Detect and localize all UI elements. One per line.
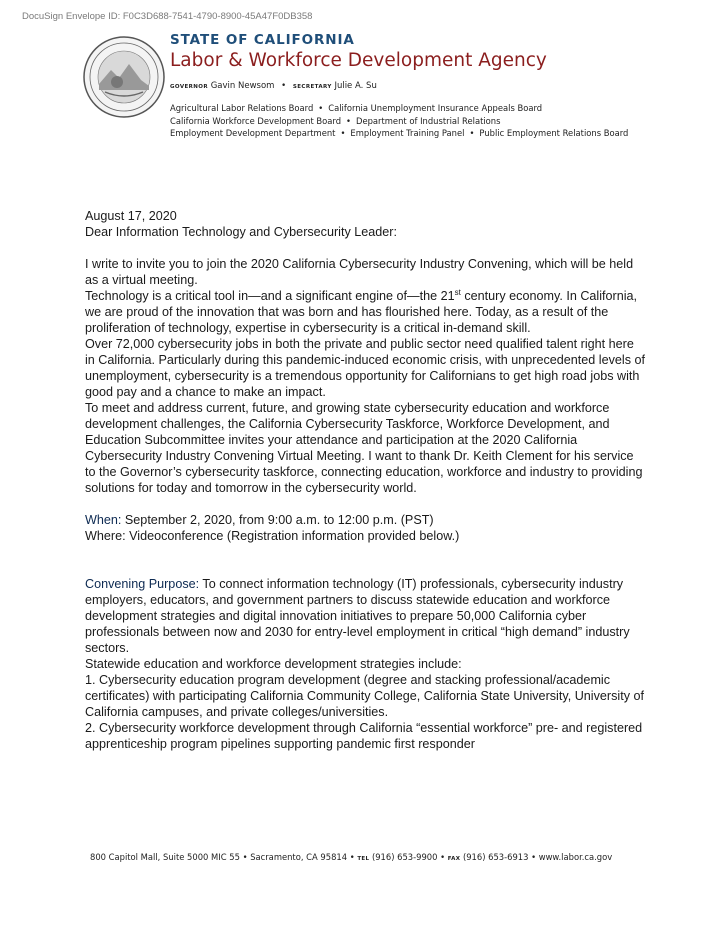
paragraph-taskforce: To meet and address current, future, and growing state cybersecurity education and workforce development challenges, the California Cybersecurity Taskforce, Workforce Development, and Education Subcommittee invites your attendance and participation at the 2020 California Cybersecurity Industry Convening Virtual Meeting. I want to thank Dr. Keith Clement for his service to the Governor’s cybersecurity taskforce, connecting education, workforce and industry to providing solutions for today and tomorrow in the cybersecurity world. (85, 401, 643, 495)
governor-name: Gavin Newsom (210, 81, 275, 91)
purpose-value: To connect information technology (IT) professionals, cybersecurity industry employers, educators, and government partners to discuss statewide education and workforce development strategies and digital innovation initiatives to prepare 50,000 California cyber professionals between now and 2030 for entry-level employment in critical “high demand” industry sectors. (85, 577, 630, 655)
board-name: Department of Industrial Relations (356, 115, 501, 126)
footer-fax: (916) 653-6913 (462, 852, 529, 862)
bullet-separator: • (281, 81, 287, 91)
strategy-item-1: 1. Cybersecurity education program development (degree and stacking professional/academic certificates) with participating California Community College, California State University, University of California campuses, and private colleges/universities. (85, 673, 644, 719)
footer-website: www.labor.ca.gov (538, 852, 613, 862)
footer-city: Sacramento, CA 95814 (250, 852, 348, 862)
when-line (85, 512, 645, 528)
agency-name: Labor & Workforce Development Agency (170, 50, 547, 71)
board-name: Employment Development Department (170, 128, 336, 138)
board-name: Agricultural Labor Relations Board (170, 103, 314, 113)
board-name: Public Employment Relations Board (479, 128, 629, 138)
fax-label: FAX (447, 856, 461, 862)
board-name: California Workforce Development Board (170, 115, 342, 126)
letter-date: August 17, 2020 (85, 209, 177, 223)
footer-tel: (916) 653-9900 (371, 852, 438, 862)
secretary-role: SECRETARY (292, 84, 332, 90)
officials-line (170, 80, 547, 93)
paragraph-jobs: Over 72,000 cybersecurity jobs in both the private and public sector need qualified talent right here in California. Particularly during this pandemic-induced economic crisis, with unprecedented levels of unemployment, cybersecurity is a tremendous opportunity for Californians to get high road jobs with good pay and a chance to make an impact. (85, 337, 645, 399)
strategy-item-2: 2. Cybersecurity workforce development through California “essential workforce” pre- and registered apprenticeship program pipelines supporting pandemic first responder (85, 721, 643, 751)
where-value: Videoconference (Registration information provided below.) (125, 529, 460, 543)
where-line (85, 528, 645, 544)
purpose-label: Convening Purpose: (85, 577, 200, 591)
state-name: STATE OF CALIFORNIA (170, 32, 355, 48)
paragraph-technology: Technology is a critical tool in—and a significant engine of—the 21st century economy. In California, we are proud of the innovation that was born and has flourished here. Today, as a result of the proliferation of technology, expertise in cybersecurity is a critical in-demand skill. (85, 287, 638, 335)
when-value: September 2, 2020, from 9:00 a.m. to 12:00 p.m. (PST) (121, 513, 434, 527)
boards-row: Agricultural Labor Relations Board • California Unemployment Insurance Appeals Board (170, 103, 543, 113)
letter-body (85, 208, 645, 752)
purpose-paragraph (85, 576, 645, 656)
when-label: When: (85, 513, 122, 527)
tel-label: TEL (357, 856, 370, 862)
governor-role: GOVERNOR (170, 84, 209, 90)
boards-list (170, 102, 628, 140)
footer-contact: 800 Capitol Mall, Suite 5000 MIC 55 • Sacramento, CA 95814 • TEL (916) 653-9900 • FAX (916) 653-6913 • www.labor.ca.gov (90, 852, 613, 862)
boards-row: Employment Development Department • Employment Training Panel • Public Employment Relations Board (170, 128, 629, 138)
paragraph-invitation: I write to invite you to join the 2020 California Cybersecurity Industry Convening, which will be held as a virtual meeting. (85, 257, 634, 287)
footer-address: 800 Capitol Mall, Suite 5000 MIC 55 (90, 852, 240, 862)
boards-row: California Workforce Development Board • Department of Industrial Relations (170, 115, 501, 126)
docusign-envelope-id: DocuSign Envelope ID: F0C3D688-7541-4790-8900-45A47F0DB358 (22, 11, 313, 22)
california-seal-icon (83, 36, 165, 118)
letter-salutation: Dear Information Technology and Cybersecurity Leader: (85, 225, 397, 239)
secretary-name: Julie A. Su (334, 81, 377, 91)
board-name: California Unemployment Insurance Appeals Board (328, 103, 543, 113)
strategies-intro: Statewide education and workforce development strategies include: (85, 657, 462, 671)
board-name: Employment Training Panel (350, 128, 465, 138)
where-label: Where: (85, 529, 126, 543)
